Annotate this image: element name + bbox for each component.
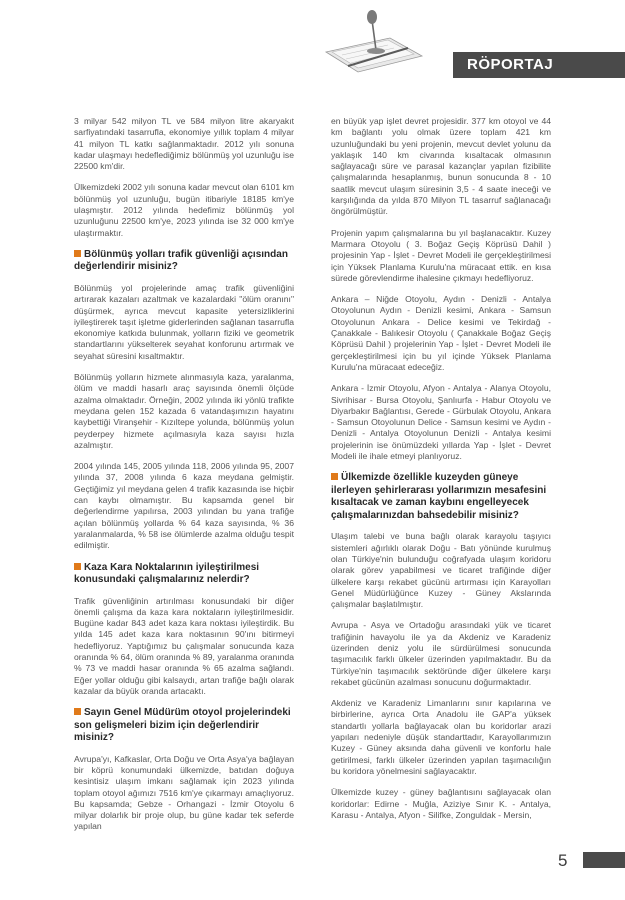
question-heading	[74, 707, 294, 745]
right-column	[331, 116, 551, 831]
paragraph: Avrupa - Asya ve Ortadoğu arasındaki yük ve ticaret trafiğinin havayolu ile ya da Akdeniz ve Karadeniz üzerinden deniz yolu ile sürdürülmesi sonucunda taşımacılık farklı ülkeler üzerinden yapılmaktadır. Bu da Türkiye'nin taşımacılık sektöründe diğer ülkelere karşı rekabet gücünün azalması sonucunu doğurmaktadır.	[331, 620, 551, 687]
left-column	[74, 116, 294, 843]
paragraph: Bölünmüş yol projelerinde amaç trafik güvenliğini artırarak kazaları azaltmak ve kazalardaki "ölüm oranını" düşürmek, ayrıca mevcut kapasite yetersizliklerini iyileştirerek taşıt işletme giderlerinden sağlanan tasarrufla ekonomiye katkıda bulunmak, yolların fiziki ve geometrik standartlarını yükselterek seyahat konforunu artırmak ve seyahat süresini kısaltmaktır.	[74, 282, 294, 361]
paragraph: 2004 yılında 145, 2005 yılında 118, 2006 yılında 95, 2007 yılında 37, 2008 yılında 6 kaza meydana gelmiştir. Geçtiğimiz yıl meydana gelen 4 trafik kazasında ise hiçbir can kaybı olmamıştır. Bu kapsamda genel bir değerlendirme yapılırsa, 2003 yılından bu yana trafiğe açılan bölünmüş yollarda % 64 kaza sayısında, % 36 yaralanmalarda, % 58 ise ölümlerde azalma olduğu tespit edilmiştir.	[74, 461, 294, 551]
question-text: Ülkemizde özellikle kuzeyden güneye ilerleyen şehirlerarası yollarımızın mesafesini kısaltacak ve zaman kaybını engelleyecek çalışmalarınızdan bahsedebilir misiniz?	[331, 472, 547, 521]
desk-microphone-illustration	[318, 8, 428, 74]
paragraph: Trafik güvenliğinin artırılması konusundaki bir diğer önemli çalışma da kaza kara noktaların iyileştirilmesidir. Bugüne kadar 843 adet kaza kara noktası iyileştirdik. Bu yılda 145 adet kaza kara noktasının 90'ını bitirmeyi hedefliyoruz. Yaptığımız bu çalışmalar sonucunda kaza oranında % 64, ölüm oranında % 89, yaralanma oranında % 73 ve maddi hasar oranında % 65 azalma sağlandı. Eğer yollar olduğu gibi kalsaydı, artan trafiğe bağlı olarak kazalar da büyük oranda artacaktı.	[74, 595, 294, 696]
page-number: 5	[558, 851, 568, 870]
paragraph: Akdeniz ve Karadeniz Limanlarını sınır kapılarına ve birbirlerine, ayrıca Orta Anadolu ile GAP'a yüksek standartlı yollarla bağlayacak olan bu koridorlar arazi yapıları nedeniyle düşük standarttadır, Karayollarımızın Kuzey - Güney aksında daha güvenli ve konforlu hale getirilmesi, farklı ülkeler üzerinden yapılan taşımacılığın bu koridora yönelmesini sağlayacaktır.	[331, 698, 551, 776]
section-title: RÖPORTAJ	[467, 56, 554, 73]
question-heading	[74, 249, 294, 274]
paragraph: Avrupa'yı, Kafkaslar, Orta Doğu ve Orta Asya'ya bağlayan bir köprü konumundaki ülkemizde, batıdan doğuya kesintisiz ulaşım imkanı sağlamak için 2023 yılında toplam otoyol ağımızı 7516 km'ye çıkarmayı amaçlıyoruz. Bu kapsamda; Gebze - Orhangazi - İzmir Otoyolu 6 milyar dolarlık bir proje olup, bu güne kadar tek seferde yapılan	[74, 753, 294, 832]
question-heading	[331, 472, 551, 522]
paragraph: Ülkemizdeki 2002 yılı sonuna kadar mevcut olan 6101 km bölünmüş yol uzunluğu, bugün itibariyle 18185 km'ye ulaşmıştır. 2012 yılında hedefimiz bölünmüş yol uzunluğunu 22500 km'ye, 2023 yılında ise 32 000 km'ye ulaştırmaktır.	[74, 182, 294, 238]
question-bullet-icon	[74, 708, 81, 715]
question-bullet-icon	[74, 250, 81, 257]
paragraph: Ülkemizde kuzey - güney bağlantısını sağlayacak olan koridorlar: Edirne - Muğla, Aziziye Sınır K. - Antalya, Karasu - Antalya, Afyon - Silifke, Zonguldak - Mersin,	[331, 787, 551, 820]
question-bullet-icon	[331, 473, 338, 480]
question-heading	[74, 562, 294, 587]
paragraph: Bölünmüş yolların hizmete alınmasıyla kaza, yaralanma, ölüm ve maddi hasarlı araç sayısında önemli ölçüde azalma olmaktadır. Örneğin, 2002 yılında iki yönlü trafikte meydana gelen 152 kazada 6 vatandaşımızın hayatını kaybettiği Viranşehir - Kızıltepe yolunda, bölünmüş yolun peyderpey hizmete açılmasıyla kaza sayısı hızla azalmıştır.	[74, 372, 294, 450]
question-bullet-icon	[74, 563, 81, 570]
paragraph: en büyük yap işlet devret projesidir. 377 km otoyol ve 44 km bağlantı yolu olmak üzere toplam 421 km uzunluğundaki bu yeni projenin, mevcut devlet yolunu da yaklaşık 140 km civarında kısaltacak olmasının sağlayacağı süre ve parasal kazançlar yapılan fizibilite çalışmalarında hesaplanmış, bunun sonucunda 8 - 10 saatlik mevcut ulaşım süresinin 3,5 - 4 saate ineceği ve karşılığında da yılda 870 Milyon TL tasarruf sağlanacağı öngörülmüştür.	[331, 116, 551, 217]
paragraph: 3 milyar 542 milyon TL ve 584 milyon litre akaryakıt sarfiyatındaki tasarrufla, ekonomiye yıllık toplam 4 milyar 41 milyon TL katkı sağlanmaktadır. 2012 yılı sonuna kadar ulaşmayı hedeflediğimiz bölünmüş yol uzunluğu ise 22500 km'dir.	[74, 116, 294, 172]
question-text: Sayın Genel Müdürüm otoyol projelerindeki son gelişmeleri bizim için değerlendirir misiniz?	[74, 707, 291, 744]
paragraph: Ulaşım talebi ve buna bağlı olarak karayolu taşıyıcı sistemleri ağırlıklı olarak Doğu - Batı yönünde kurulmuş olan Türkiye'nin bulunduğu coğrafyada ulaşım koridoru olarak görev yapabilmesi ve ticaret trafiğinde diğer ülkelere karşı rekabet gücünü artırması için Karayolları Genel Müdürlüğünce Kuzey - Güney Akslarında çalışmalar başlatılmıştır.	[331, 531, 551, 610]
question-text: Kaza Kara Noktalarının iyileştirilmesi konusundaki çalışmalarınız nelerdir?	[74, 561, 260, 585]
paragraph: Ankara - İzmir Otoyolu, Afyon - Antalya - Alanya Otoyolu, Sivrihisar - Bursa Otoyolu, Şanlıurfa - Habur Otoyolu ve Diyarbakır Bağlantısı, Gerede - Gürbulak Otoyolu, Ankara - Samsun Otoyolunun Delice - Samsun kesimi ve Aydın - Denizli - Antalya Otoyolunun Denizli - Antalya kesimi projelerinin ise önümüzdeki yıllarda Yap - İşlet - Devret Modeli ile ihale etmeyi planlıyoruz.	[331, 383, 551, 462]
section-header-bar	[453, 52, 625, 78]
paragraph: Ankara – Niğde Otoyolu, Aydın - Denizli - Antalya Otoyolunun Aydın - Denizli kesimi, Ankara - Samsun Otoyolunun Ankara - Delice kesimi ve Tekirdağ - Çanakkale - Balıkesir Otoyolu ( Çanakkale Boğaz Geçiş Köprüsü Dahil ) projelerinin Yap - İşlet - Devret Modeli ile gerçekleştirilmesi için bu yıl içinde Yüksek Planlama Kurulu'na müracaat edeceğiz.	[331, 294, 551, 372]
page-number-bar	[583, 852, 625, 868]
question-text: Bölünmüş yolları trafik güvenliği açısından değerlendirir misiniz?	[74, 248, 288, 273]
paragraph: Projenin yapım çalışmalarına bu yıl başlanacaktır. Kuzey Marmara Otoyolu ( 3. Boğaz Geçiş Köprüsü Dahil ) projesinin Yap - İşlet - Devret Modeli ile gerçekleştirilmesi için Yüksek Planlama Kurulu'na müracaat ettik. en kısa sürede görevlendirme ihalesine çıkmayı hedefliyoruz.	[331, 227, 551, 283]
